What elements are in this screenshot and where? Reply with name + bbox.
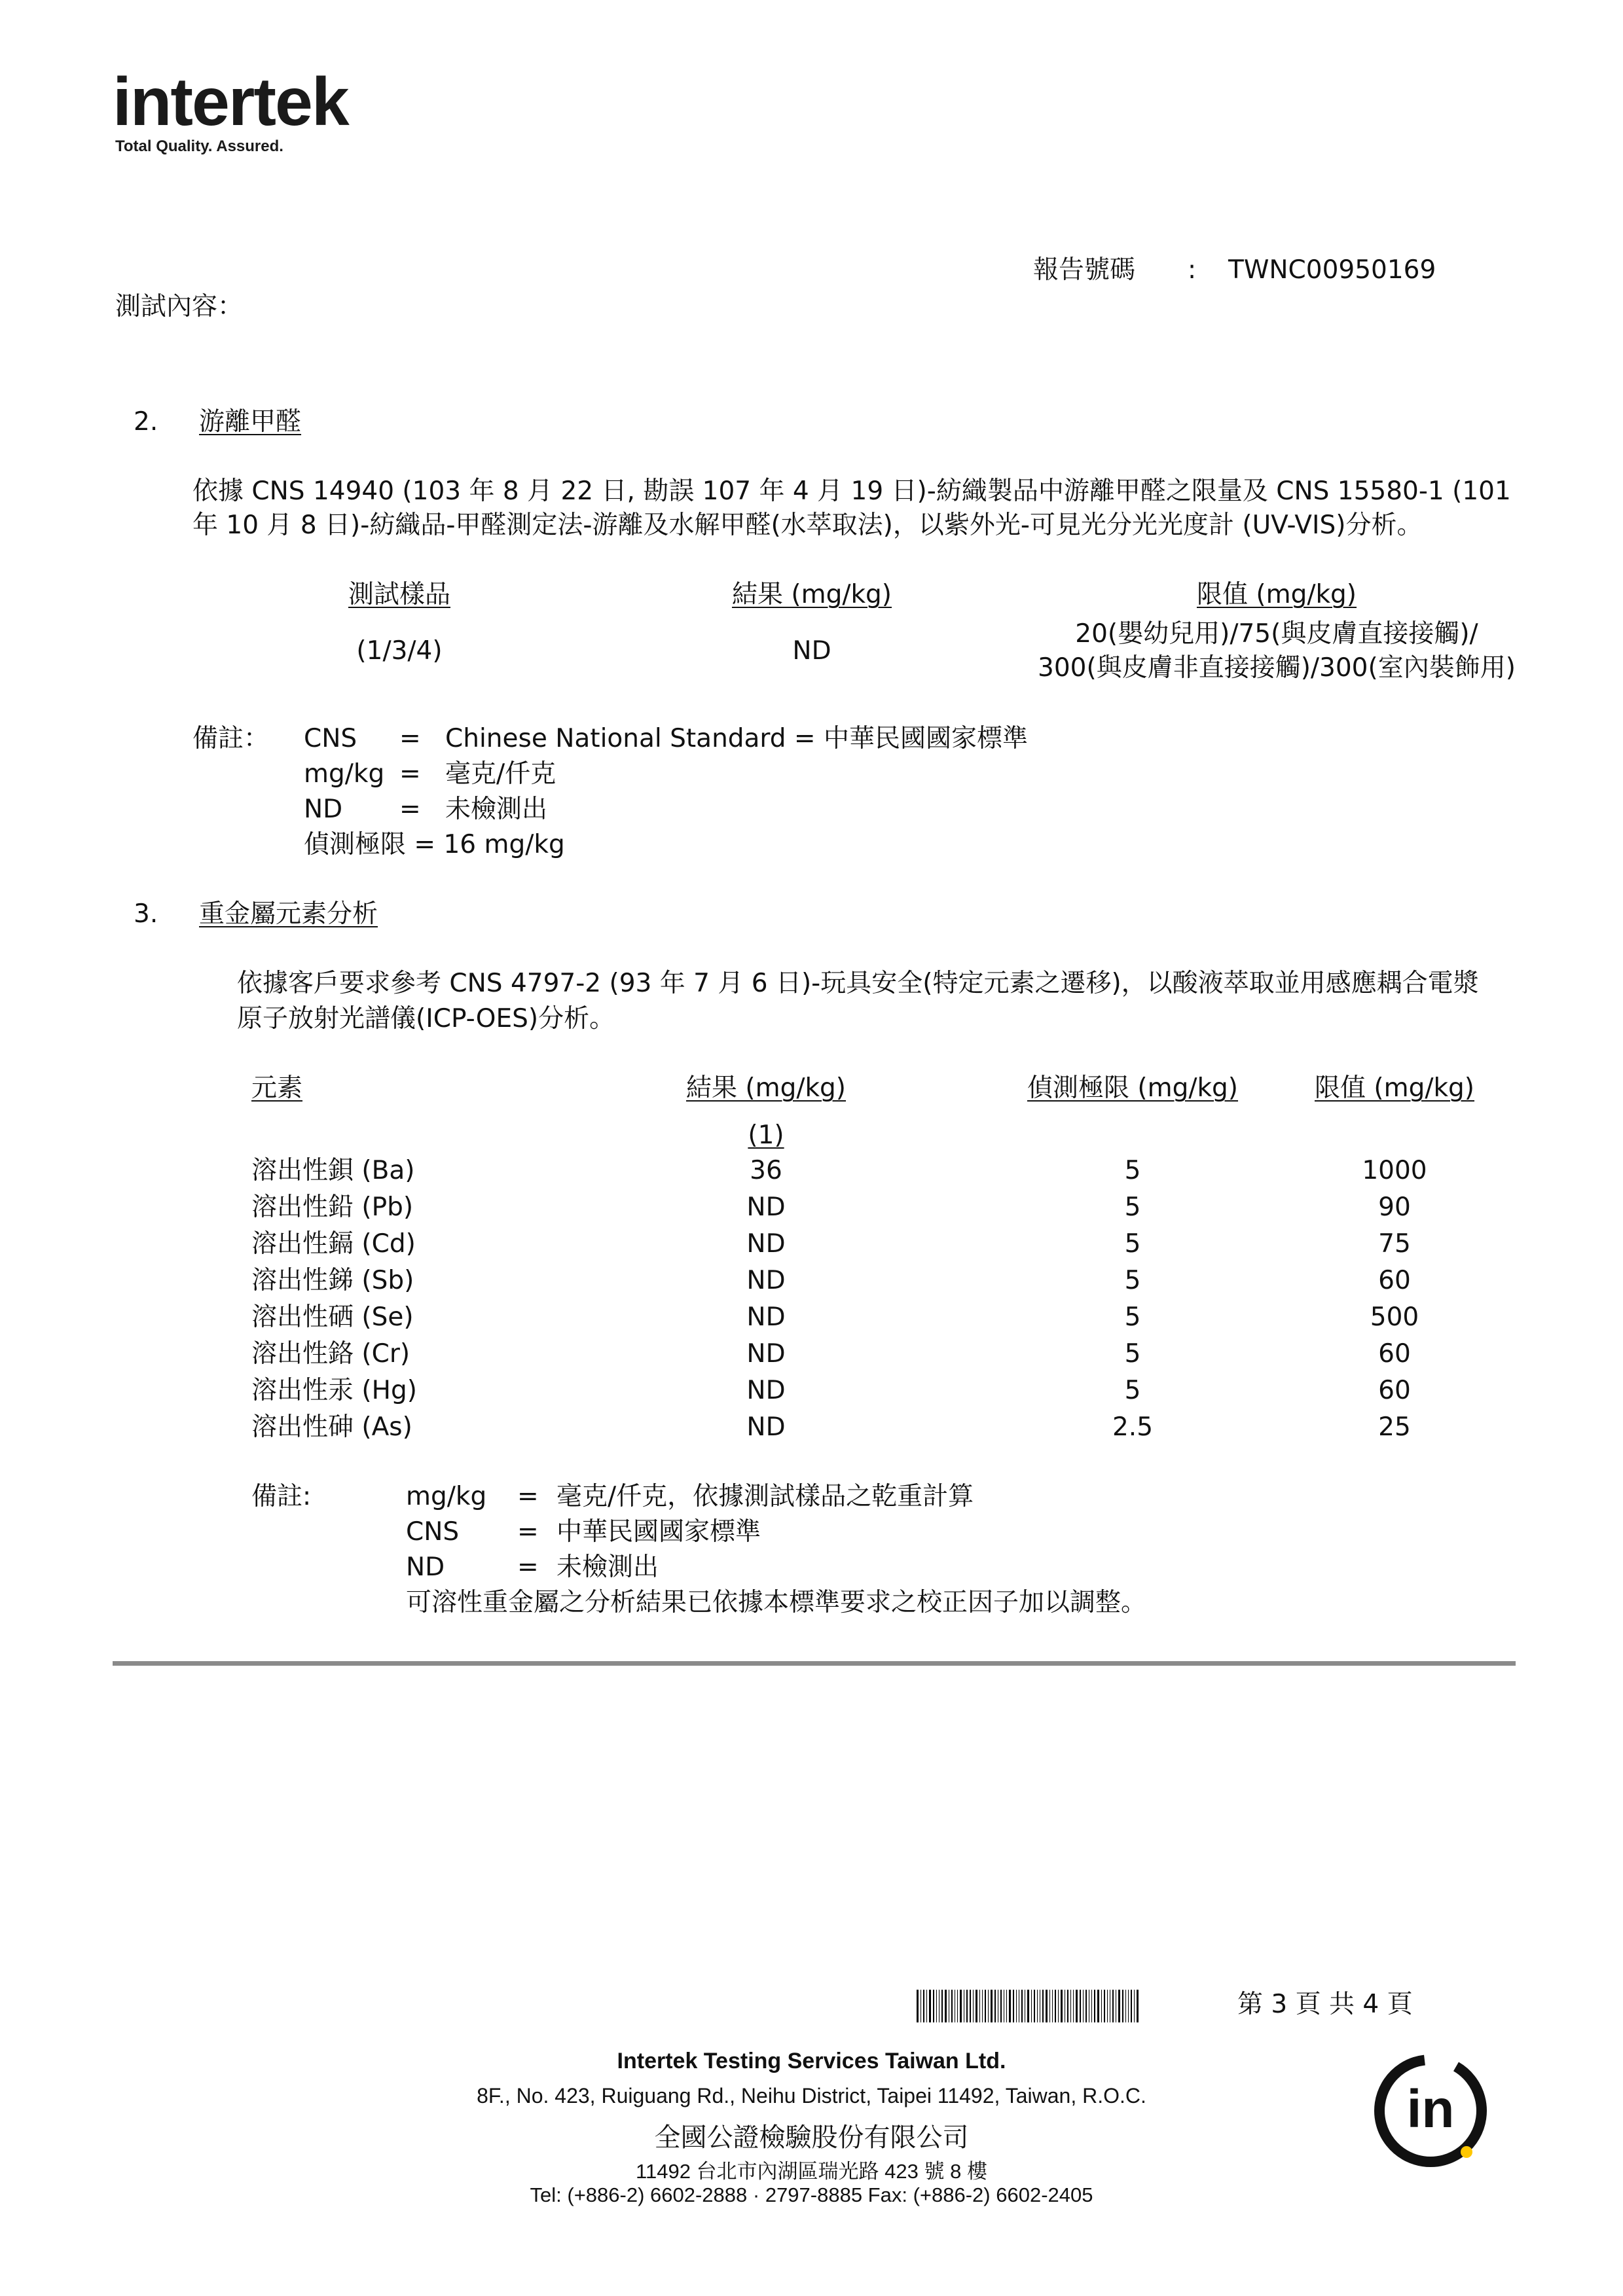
barcode-bar xyxy=(1000,1990,1002,2022)
barcode-bar xyxy=(1037,1990,1038,2022)
adjustment-note: 可溶性重金屬之分析結果已依據本標準要求之校正因子加以調整。 xyxy=(406,1588,1147,1617)
report-number-separator: : xyxy=(1188,255,1197,285)
barcode-bar xyxy=(976,1990,977,2022)
metal-limit: 1000 xyxy=(1362,1156,1427,1185)
section-2-description-line1: 依據 CNS 14940 (103 年 8 月 22 日, 勘誤 107 年 4 月 19 日)-紡織製品中游離甲醛之限量及 CNS 15580-1 (101 xyxy=(192,476,1511,506)
footer-address-en: 8F., No. 423, Ruiguang Rd., Neihu District, Taipei 11492, Taiwan, R.O.C. xyxy=(477,2084,1146,2108)
formaldehyde-limit-line2: 300(與皮膚非直接接觸)/300(室內裝飾用) xyxy=(1038,653,1516,683)
formaldehyde-limit-line1: 20(嬰幼兒用)/75(與皮膚直接接觸)/ xyxy=(1075,619,1478,649)
formaldehyde-sample: (1/3/4) xyxy=(356,636,443,666)
note-equals: = xyxy=(517,1552,539,1582)
barcode-bar xyxy=(1055,1990,1056,2022)
note-equals: = xyxy=(517,1517,539,1547)
metal-detection-limit: 5 xyxy=(1124,1339,1141,1369)
barcode-bar xyxy=(1070,1990,1071,2022)
barcode-bar xyxy=(991,1990,993,2022)
metal-result: 36 xyxy=(750,1156,782,1185)
barcode-bar xyxy=(979,1990,980,2022)
metal-element: 溶出性銻 (Sb) xyxy=(251,1266,414,1295)
metal-limit: 90 xyxy=(1378,1193,1411,1222)
metals-header-result: 結果 (mg/kg) xyxy=(685,1073,847,1103)
barcode-bar xyxy=(966,1990,968,2022)
note-value: 毫克/仟克，依據測試樣品之乾重計算 xyxy=(556,1482,974,1511)
note-key: mg/kg xyxy=(304,759,385,789)
barcode-bar xyxy=(1061,1990,1063,2022)
metal-result: ND xyxy=(746,1412,786,1442)
barcode-bar xyxy=(933,1990,934,2022)
barcode-bar xyxy=(936,1990,937,2022)
metal-detection-limit: 5 xyxy=(1124,1156,1141,1185)
metals-header-mdl: 偵測極限 (mg/kg) xyxy=(1027,1073,1239,1103)
note-equals: = xyxy=(399,724,421,753)
metal-limit: 60 xyxy=(1378,1339,1411,1369)
note-key: ND xyxy=(406,1552,445,1582)
note-key: CNS xyxy=(304,724,357,753)
note-key: ND xyxy=(304,795,343,824)
barcode-bar xyxy=(1112,1990,1114,2022)
barcode-bar xyxy=(923,1990,924,2022)
barcode-bar xyxy=(1118,1990,1120,2022)
intertek-logo: intertek xyxy=(113,64,348,140)
note-value: 中華民國國家標準 xyxy=(556,1517,761,1547)
footer-address-zh: 11492 台北市內湖區瑞光路 423 號 8 樓 xyxy=(636,2160,987,2183)
metal-limit: 60 xyxy=(1378,1376,1411,1405)
barcode-bar xyxy=(988,1990,989,2022)
metals-header-element: 元素 xyxy=(251,1073,303,1103)
intertek-badge-icon xyxy=(1368,2049,1493,2173)
metal-detection-limit: 5 xyxy=(1124,1302,1141,1332)
section-3-title: 重金屬元素分析 xyxy=(199,899,378,929)
section-2-number: 2. xyxy=(134,407,158,437)
metal-detection-limit: 5 xyxy=(1124,1193,1141,1222)
footer-contact: Tel: (+886-2) 6602-2888 · 2797-8885 Fax: (+886-2) 6602-2405 xyxy=(530,2183,1093,2206)
metal-limit: 25 xyxy=(1378,1412,1411,1442)
note-value: 未檢測出 xyxy=(445,795,548,824)
metals-header-limit: 限值 (mg/kg) xyxy=(1314,1073,1475,1103)
metals-sample-id: (1) xyxy=(748,1121,784,1150)
barcode-bar xyxy=(1122,1990,1123,2022)
metal-limit: 60 xyxy=(1378,1266,1411,1295)
note-equals: = xyxy=(399,759,421,789)
logo-tagline: Total Quality. Assured. xyxy=(115,137,283,155)
barcode-bar xyxy=(1058,1990,1059,2022)
metal-result: ND xyxy=(746,1376,786,1405)
metal-detection-limit: 5 xyxy=(1124,1266,1141,1295)
metal-detection-limit: 5 xyxy=(1124,1376,1141,1405)
metal-element: 溶出性汞 (Hg) xyxy=(251,1376,417,1405)
metal-element: 溶出性鉻 (Cr) xyxy=(251,1339,410,1369)
barcode-bar xyxy=(917,1990,919,2022)
barcode-bar xyxy=(973,1990,974,2022)
barcode xyxy=(917,1990,1218,2022)
barcode-bar xyxy=(1049,1990,1050,2022)
metal-element: 溶出性鎘 (Cd) xyxy=(251,1229,416,1259)
note-value: 毫克/仟克 xyxy=(445,759,556,789)
barcode-bar xyxy=(1128,1990,1129,2022)
formaldehyde-result: ND xyxy=(792,636,831,666)
note-equals: = xyxy=(399,795,421,824)
section-3-number: 3. xyxy=(134,899,158,929)
metal-result: ND xyxy=(746,1302,786,1332)
barcode-bar xyxy=(1083,1990,1084,2022)
metal-limit: 75 xyxy=(1378,1229,1411,1259)
metal-detection-limit: 5 xyxy=(1124,1229,1141,1259)
footer-company-zh: 全國公證檢驗股份有限公司 xyxy=(654,2123,969,2152)
page-indicator: 第 3 頁 共 4 頁 xyxy=(1237,1990,1413,2019)
section-3-description-line1: 依據客戶要求參考 CNS 4797-2 (93 年 7 月 6 日)-玩具安全(特定元素之遷移)，以酸液萃取並用感應耦合電漿 xyxy=(237,969,1479,998)
barcode-bar xyxy=(1013,1990,1014,2022)
barcode-bar xyxy=(1073,1990,1074,2022)
barcode-bar xyxy=(1009,1990,1011,2022)
section-2-notes-label: 備註： xyxy=(192,724,270,753)
metal-result: ND xyxy=(746,1229,786,1259)
barcode-bar xyxy=(1080,1990,1081,2022)
barcode-bar xyxy=(1125,1990,1126,2022)
barcode-bar xyxy=(1085,1990,1087,2022)
barcode-bar xyxy=(926,1990,927,2022)
barcode-bar xyxy=(1091,1990,1092,2022)
note-key: mg/kg xyxy=(406,1482,487,1511)
barcode-bar xyxy=(994,1990,996,2022)
barcode-bar xyxy=(1052,1990,1053,2022)
barcode-bar xyxy=(957,1990,958,2022)
section-2-description-line2: 年 10 月 8 日)-紡織品-甲醛測定法-游離及水解甲醛(水萃取法)，以紫外光-可見光分光光度計 (UV-VIS)分析。 xyxy=(192,511,1423,540)
barcode-bar xyxy=(1031,1990,1032,2022)
barcode-bar xyxy=(1097,1990,1099,2022)
footer-company-en: Intertek Testing Services Taiwan Ltd. xyxy=(617,2049,1006,2073)
barcode-bar xyxy=(985,1990,986,2022)
note-value: Chinese National Standard = 中華民國國家標準 xyxy=(445,724,1029,753)
formaldehyde-header-result: 結果 (mg/kg) xyxy=(731,580,892,609)
metal-element: 溶出性鉛 (Pb) xyxy=(251,1193,414,1222)
barcode-bar xyxy=(1094,1990,1095,2022)
test-content-label: 測試內容： xyxy=(115,292,244,321)
barcode-bar xyxy=(1134,1990,1135,2022)
barcode-bar xyxy=(1104,1990,1105,2022)
barcode-bar xyxy=(960,1990,962,2022)
metal-detection-limit: 2.5 xyxy=(1112,1412,1154,1442)
barcode-bar xyxy=(1076,1990,1078,2022)
metal-element: 溶出性砷 (As) xyxy=(251,1412,412,1442)
barcode-bar xyxy=(945,1990,947,2022)
metal-result: ND xyxy=(746,1339,786,1369)
metal-result: ND xyxy=(746,1266,786,1295)
report-number: TWNC00950169 xyxy=(1228,255,1436,285)
formaldehyde-header-sample: 測試樣品 xyxy=(348,580,450,609)
detection-limit-note: 偵測極限 = 16 mg/kg xyxy=(304,830,565,859)
note-key: CNS xyxy=(406,1517,460,1547)
metal-element: 溶出性硒 (Se) xyxy=(251,1302,414,1332)
barcode-bar xyxy=(1046,1990,1048,2022)
note-equals: = xyxy=(517,1482,539,1511)
section-3-description-line2: 原子放射光譜儀(ICP-OES)分析。 xyxy=(237,1004,615,1033)
metal-result: ND xyxy=(746,1193,786,1222)
barcode-bar xyxy=(1131,1990,1132,2022)
barcode-bar xyxy=(1034,1990,1035,2022)
barcode-bar xyxy=(982,1990,983,2022)
barcode-bar xyxy=(1021,1990,1023,2022)
note-value: 未檢測出 xyxy=(556,1552,659,1582)
badge-text: in xyxy=(1406,2079,1455,2139)
barcode-bar xyxy=(1101,1990,1102,2022)
section-2-title: 游離甲醛 xyxy=(199,407,302,437)
barcode-bar xyxy=(1042,1990,1044,2022)
formaldehyde-header-limit: 限值 (mg/kg) xyxy=(1196,580,1357,609)
barcode-bar xyxy=(1027,1990,1029,2022)
barcode-bar xyxy=(1016,1990,1017,2022)
barcode-bar xyxy=(1006,1990,1007,2022)
barcode-bar xyxy=(951,1990,953,2022)
report-number-label: 報告號碼 xyxy=(1033,255,1136,285)
barcode-bar xyxy=(929,1990,931,2022)
metal-limit: 500 xyxy=(1370,1302,1419,1332)
barcode-bar xyxy=(1137,1990,1139,2022)
barcode-bar xyxy=(941,1990,943,2022)
metal-element: 溶出性鋇 (Ba) xyxy=(251,1156,415,1185)
barcode-bar xyxy=(970,1990,971,2022)
barcode-bar xyxy=(1107,1990,1108,2022)
barcode-bar xyxy=(1067,1990,1068,2022)
section-3-notes-label: 備註: xyxy=(251,1482,312,1511)
section-divider xyxy=(113,1661,1516,1666)
